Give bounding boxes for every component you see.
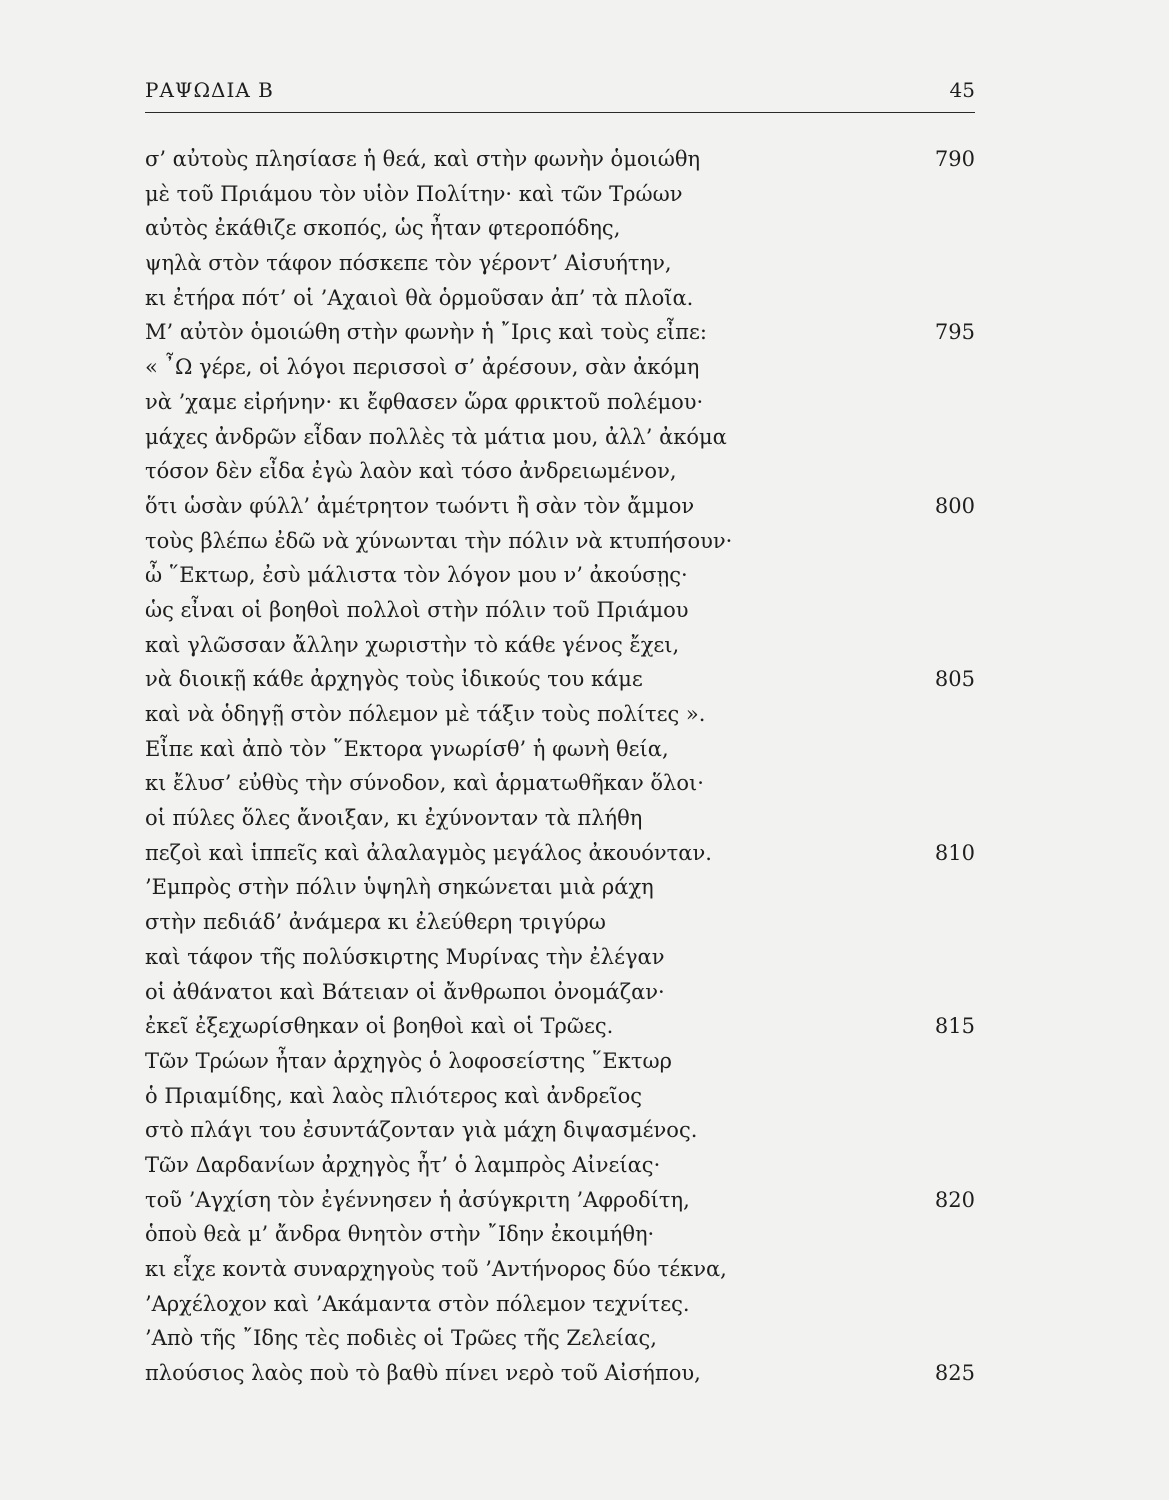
verse-line	[145, 246, 975, 281]
line-number: 820	[934, 1187, 975, 1212]
verse-text: ὁποὺ θεὰ μ’ ἄνδρα θνητὸν στὴν ῎Ιδην ἐκοιμήθη·	[145, 1222, 655, 1247]
line-number: 825	[934, 1361, 975, 1386]
verse-line	[145, 628, 975, 663]
line-number: 810	[934, 840, 975, 865]
verse-line	[145, 1356, 975, 1391]
verse-text: πεζοὶ καὶ ἱππεῖς καὶ ἀλαλαγμὸς μεγάλος ἀκουόνταν.	[145, 840, 712, 865]
verse-text: Μ’ αὐτὸν ὁμοιώθη στὴν φωνὴν ἡ ῎Ιρις καὶ τοὺς εἶπε:	[145, 320, 707, 345]
verse-line	[145, 177, 975, 212]
verse-line	[145, 420, 975, 455]
verse-text: ἐκεῖ ἐξεχωρίσθηκαν οἱ βοηθοὶ καὶ οἱ Τρῶες.	[145, 1014, 614, 1039]
verse-line	[145, 1287, 975, 1322]
verse-text: σ’ αὐτοὺς πλησίασε ἡ θεά, καὶ στὴν φωνὴν ὁμοιώθη	[145, 147, 701, 171]
verse-text: καὶ νὰ ὁδηγῇ στὸν πόλεμον μὲ τάξιν τοὺς πολίτες ».	[145, 702, 706, 726]
verse-text: ὦ ῞Εκτωρ, ἐσὺ μάλιστα τὸν λόγον μου ν’ ἀκούσῃς·	[145, 563, 688, 588]
verse-text: στὸ πλάγι του ἐσυντάζονταν γιὰ μάχη διψασμένος.	[145, 1118, 698, 1143]
verse-line	[145, 940, 975, 975]
verse-line	[145, 975, 975, 1010]
verse-text: ’Απὸ τῆς ῎Ιδης τὲς ποδιὲς οἱ Τρῶες τῆς Ζελείας,	[145, 1326, 657, 1351]
verse-text: κι ἐτήρα πότ’ οἱ ’Αχαιοὶ θὰ ὁρμοῦσαν ἀπ’ τὰ πλοῖα.	[145, 285, 694, 310]
verse-line	[145, 142, 975, 177]
verse-line	[145, 662, 975, 697]
verse-text: « ῏Ω γέρε, οἱ λόγοι περισσοὶ σ’ ἀρέσουν, σὰν ἀκόμη	[145, 355, 700, 380]
verse-line	[145, 558, 975, 593]
verse-line	[145, 385, 975, 420]
verse-line	[145, 350, 975, 385]
verse-text: Εἶπε καὶ ἀπὸ τὸν ῞Εκτορα γνωρίσθ’ ἡ φωνὴ θεία,	[145, 736, 669, 761]
verse-line	[145, 489, 975, 524]
line-number: 805	[934, 667, 975, 692]
verse-text: κι εἶχε κοντὰ συναρχηγοὺς τοῦ ’Αντήνορος δύο τέκνα,	[145, 1257, 727, 1281]
verse-text: στὴν πεδιάδ’ ἀνάμερα κι ἐλεύθερη τριγύρω	[145, 910, 606, 935]
verse-line	[145, 281, 975, 316]
verse-text: ὅτι ὡσὰν φύλλ’ ἀμέτρητον τωόντι ἢ σὰν τὸν ἄμμον	[145, 493, 695, 518]
verse-text: οἱ ἀθάνατοι καὶ Βάτειαν οἱ ἄνθρωποι ὀνομάζαν·	[145, 979, 665, 1004]
verse-line	[145, 315, 975, 350]
verse-line	[145, 1113, 975, 1148]
verse-line	[145, 593, 975, 628]
verse-line	[145, 905, 975, 940]
verse-text: ψηλὰ στὸν τάφον πόσκεπε τὸν γέροντ’ Αἰσυήτην,	[145, 251, 672, 276]
verse-text: τοῦ ’Αγχίση τὸν ἐγέννησεν ἡ ἀσύγκριτη ’Αφροδίτη,	[145, 1187, 690, 1212]
verse-line	[145, 766, 975, 801]
verse-text: μὲ τοῦ Πριάμου τὸν υἱὸν Πολίτην· καὶ τῶν Τρώων	[145, 181, 683, 206]
verse-line	[145, 870, 975, 905]
verse-text: πλούσιος λαὸς ποὺ τὸ βαθὺ πίνει νερὸ τοῦ Αἰσήπου,	[145, 1361, 701, 1386]
verse-text: μάχες ἀνδρῶν εἶδαν πολλὲς τὰ μάτια μου, ἀλλ’ ἀκόμα	[145, 424, 727, 449]
line-number: 800	[934, 493, 975, 518]
header-rule	[145, 112, 975, 113]
verse-text: Τῶν Δαρδανίων ἀρχηγὸς ἦτ’ ὁ λαμπρὸς Αἰνείας·	[145, 1152, 661, 1177]
verse-line	[145, 836, 975, 871]
verse-line	[145, 1079, 975, 1114]
line-number: 790	[934, 147, 975, 171]
verse-line	[145, 1183, 975, 1218]
verse-line	[145, 732, 975, 767]
verse-line	[145, 1217, 975, 1252]
verse-line	[145, 801, 975, 836]
verse-block	[145, 142, 975, 1391]
line-number: 815	[934, 1014, 975, 1039]
verse-line	[145, 211, 975, 246]
verse-text: καὶ γλῶσσαν ἄλλην χωριστὴν τὸ κάθε γένος ἔχει,	[145, 632, 680, 657]
verse-text: καὶ τάφον τῆς πολύσκιρτης Μυρίνας τὴν ἐλέγαν	[145, 944, 665, 969]
verse-text: νὰ ’χαμε εἰρήνην· κι ἔφθασεν ὥρα φρικτοῦ πολέμου·	[145, 389, 704, 414]
verse-text: κι ἔλυσ’ εὐθὺς τὴν σύνοδον, καὶ ἁρματωθῆκαν ὅλοι·	[145, 771, 704, 796]
verse-line	[145, 697, 975, 732]
chapter-title: ΡΑΨΩΔΙΑ Β	[145, 78, 274, 102]
verse-line	[145, 454, 975, 489]
line-number: 795	[934, 320, 975, 345]
verse-text: νὰ διοικῇ κάθε ἀρχηγὸς τοὺς ἰδικούς του κάμε	[145, 667, 643, 692]
verse-text: ’Εμπρὸς στὴν πόλιν ὑψηλὴ σηκώνεται μιὰ ράχη	[145, 875, 654, 900]
verse-line	[145, 1044, 975, 1079]
verse-line	[145, 1009, 975, 1044]
verse-text: τόσον δὲν εἶδα ἐγὼ λαὸν καὶ τόσο ἀνδρειωμένον,	[145, 459, 677, 484]
verse-text: ὡς εἶναι οἱ βοηθοὶ πολλοὶ στὴν πόλιν τοῦ Πριάμου	[145, 597, 689, 622]
verse-line	[145, 1148, 975, 1183]
verse-line	[145, 524, 975, 559]
verse-line	[145, 1252, 975, 1287]
verse-text: ’Αρχέλοχον καὶ ’Ακάμαντα στὸν πόλεμον τεχνίτες.	[145, 1291, 690, 1316]
verse-text: ὁ Πριαμίδης, καὶ λαὸς πλιότερος καὶ ἀνδρεῖος	[145, 1083, 642, 1108]
verse-line	[145, 1321, 975, 1356]
page-number: 45	[949, 78, 975, 102]
running-header	[145, 72, 975, 108]
verse-text: τοὺς βλέπω ἐδῶ νὰ χύνωνται τὴν πόλιν νὰ κτυπήσουν·	[145, 528, 733, 553]
verse-text: οἱ πύλες ὅλες ἄνοιξαν, κι ἐχύνονταν τὰ πλήθη	[145, 806, 643, 831]
verse-text: Τῶν Τρώων ἦταν ἀρχηγὸς ὁ λοφοσείστης ῞Εκτωρ	[145, 1048, 672, 1073]
verse-text: αὐτὸς ἐκάθιζε σκοπός, ὡς ἦταν φτεροπόδης,	[145, 216, 621, 241]
